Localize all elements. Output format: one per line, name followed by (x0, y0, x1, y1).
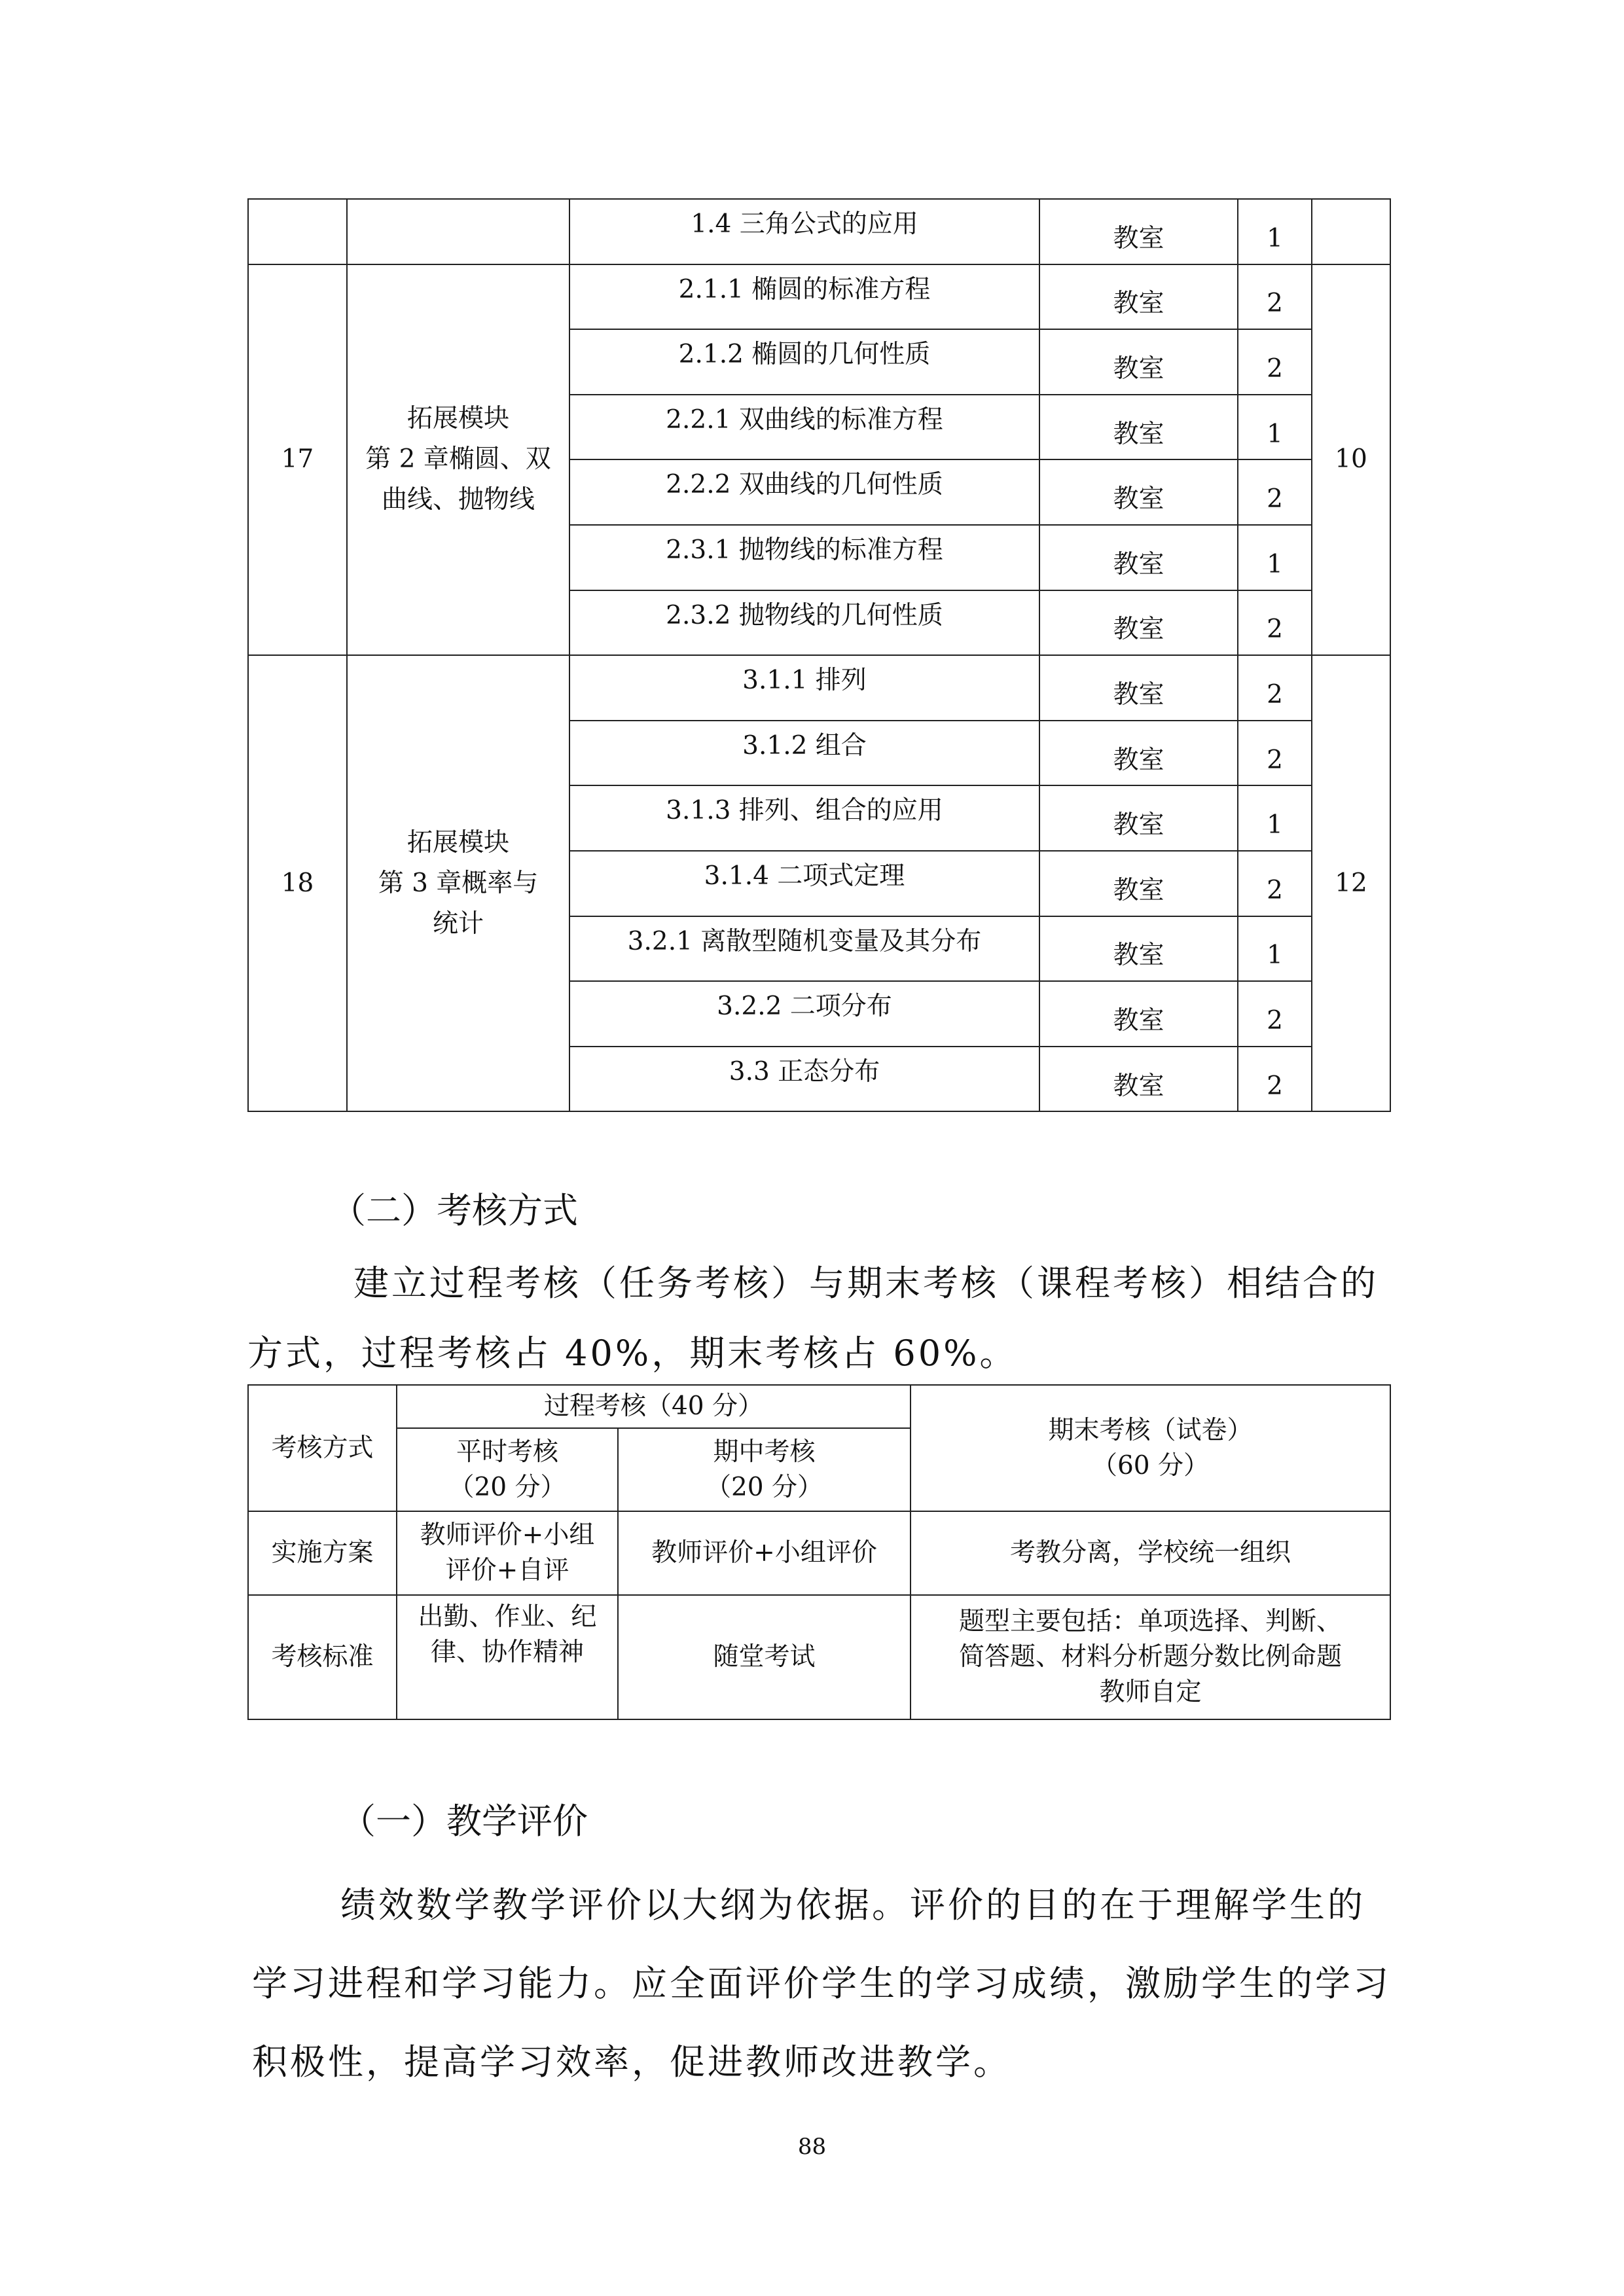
assessment-table (247, 1384, 1391, 1720)
hours-cell: 1 (1238, 199, 1312, 264)
place-cell: 教室 (1039, 1047, 1238, 1112)
place-cell: 教室 (1039, 329, 1238, 395)
module-line: 统计 (432, 908, 484, 939)
topic-cell: 3.1.3 排列、组合的应用 (569, 785, 1039, 851)
hours-cell: 1 (1238, 525, 1312, 590)
hours-cell: 1 (1238, 916, 1312, 982)
topic-cell: 3.1.2 组合 (569, 721, 1039, 786)
place-cell: 教室 (1039, 395, 1238, 460)
hours-cell: 2 (1238, 655, 1312, 721)
place-cell: 教室 (1039, 981, 1238, 1047)
std-usual-line: 出勤、作业、纪 (418, 1602, 597, 1632)
hours-cell: 2 (1238, 590, 1312, 656)
module-line: 拓展模块 (406, 404, 509, 434)
std-usual-cell (397, 1595, 618, 1719)
std-final-line: 教师自定 (1099, 1677, 1202, 1707)
process-header-cell: 过程考核（40 分） (397, 1385, 911, 1428)
topic-cell: 3.2.1 离散型随机变量及其分布 (569, 916, 1039, 982)
usual-header-cell (397, 1428, 618, 1511)
topic-cell: 2.2.1 双曲线的标准方程 (569, 395, 1039, 460)
final-header-line: 期末考核（试卷） (1048, 1415, 1253, 1445)
hours-cell: 2 (1238, 981, 1312, 1047)
std-final-line: 简答题、材料分析题分数比例命题 (958, 1642, 1342, 1672)
teaching-schedule-table (247, 198, 1391, 1112)
row-number-cell: 17 (248, 264, 347, 656)
plan-final-cell: 考教分离，学校统一组织 (911, 1511, 1390, 1595)
usual-header-line: （20 分） (448, 1472, 566, 1502)
table-row (248, 199, 1390, 264)
total-hours-cell (1312, 199, 1390, 264)
topic-cell: 1.4 三角公式的应用 (569, 199, 1039, 264)
plan-usual-line: 评价+自评 (445, 1556, 569, 1585)
topic-cell: 3.1.1 排列 (569, 655, 1039, 721)
assessment-heading: （二）考核方式 (331, 1190, 578, 1231)
total-hours-cell: 12 (1312, 655, 1390, 1111)
place-cell: 教室 (1039, 199, 1238, 264)
place-cell: 教室 (1039, 525, 1238, 590)
std-final-cell (911, 1595, 1390, 1719)
usual-header-line: 平时考核 (456, 1437, 558, 1467)
evaluation-paragraph-line: 积极性，提高学习效率，促进教师改进教学。 (252, 2041, 1011, 2083)
topic-cell: 2.3.2 抛物线的几何性质 (569, 590, 1039, 656)
module-line: 第 3 章概率与 (378, 868, 539, 898)
hours-cell: 2 (1238, 721, 1312, 786)
hours-cell: 1 (1238, 395, 1312, 460)
module-cell (347, 199, 569, 264)
plan-label-cell: 实施方案 (248, 1511, 397, 1595)
std-final-line: 题型主要包括：单项选择、判断、 (958, 1607, 1342, 1636)
place-cell: 教室 (1039, 721, 1238, 786)
topic-cell: 3.3 正态分布 (569, 1047, 1039, 1112)
midterm-header-line: （20 分） (705, 1472, 823, 1502)
midterm-header-line: 期中考核 (713, 1437, 816, 1467)
place-cell: 教室 (1039, 590, 1238, 656)
place-cell: 教室 (1039, 264, 1238, 330)
method-label-cell: 考核方式 (248, 1385, 397, 1511)
plan-usual-cell (397, 1511, 618, 1595)
std-midterm-cell: 随堂考试 (618, 1595, 911, 1719)
place-cell: 教室 (1039, 785, 1238, 851)
topic-cell: 3.1.4 二项式定理 (569, 851, 1039, 916)
topic-cell: 3.2.2 二项分布 (569, 981, 1039, 1047)
total-hours-cell: 10 (1312, 264, 1390, 656)
row-number-cell (248, 199, 347, 264)
module-line: 曲线、抛物线 (381, 485, 535, 515)
hours-cell: 2 (1238, 851, 1312, 916)
final-header-cell (911, 1385, 1390, 1511)
table-row (248, 1595, 1390, 1719)
place-cell: 教室 (1039, 916, 1238, 982)
hours-cell: 1 (1238, 785, 1312, 851)
hours-cell: 2 (1238, 459, 1312, 525)
module-line: 拓展模块 (406, 827, 509, 857)
place-cell: 教室 (1039, 655, 1238, 721)
hours-cell: 2 (1238, 1047, 1312, 1112)
plan-midterm-cell: 教师评价+小组评价 (618, 1511, 911, 1595)
place-cell: 教室 (1039, 459, 1238, 525)
topic-cell: 2.3.1 抛物线的标准方程 (569, 525, 1039, 590)
assessment-paragraph-line: 方式，过程考核占 40%，期末考核占 60%。 (247, 1333, 1018, 1374)
midterm-header-cell (618, 1428, 911, 1511)
evaluation-paragraph-line: 绩效数学教学评价以大纲为依据。评价的目的在于理解学生的 (340, 1884, 1365, 1926)
topic-cell: 2.2.2 双曲线的几何性质 (569, 459, 1039, 525)
module-cell (347, 264, 569, 656)
table-row (248, 1385, 1390, 1428)
assessment-paragraph-line: 建立过程考核（任务考核）与期末考核（课程考核）相结合的 (353, 1263, 1379, 1304)
table-row (248, 655, 1390, 721)
standard-label-cell: 考核标准 (248, 1595, 397, 1719)
topic-cell: 2.1.1 椭圆的标准方程 (569, 264, 1039, 330)
module-cell (347, 655, 569, 1111)
table-row (248, 1511, 1390, 1595)
final-header-line: （60 分） (1091, 1450, 1210, 1480)
module-line: 第 2 章椭圆、双 (365, 444, 551, 475)
place-cell: 教室 (1039, 851, 1238, 916)
evaluation-paragraph-line: 学习进程和学习能力。应全面评价学生的学习成绩，激励学生的学习 (252, 1963, 1391, 2004)
hours-cell: 2 (1238, 329, 1312, 395)
hours-cell: 2 (1238, 264, 1312, 330)
table-row (248, 264, 1390, 330)
plan-usual-line: 教师评价+小组 (420, 1520, 595, 1550)
row-number-cell: 18 (248, 655, 347, 1111)
evaluation-heading: （一）教学评价 (340, 1801, 588, 1842)
topic-cell: 2.1.2 椭圆的几何性质 (569, 329, 1039, 395)
page-number: 88 (797, 2134, 827, 2160)
std-usual-line: 律、协作精神 (430, 1638, 584, 1667)
